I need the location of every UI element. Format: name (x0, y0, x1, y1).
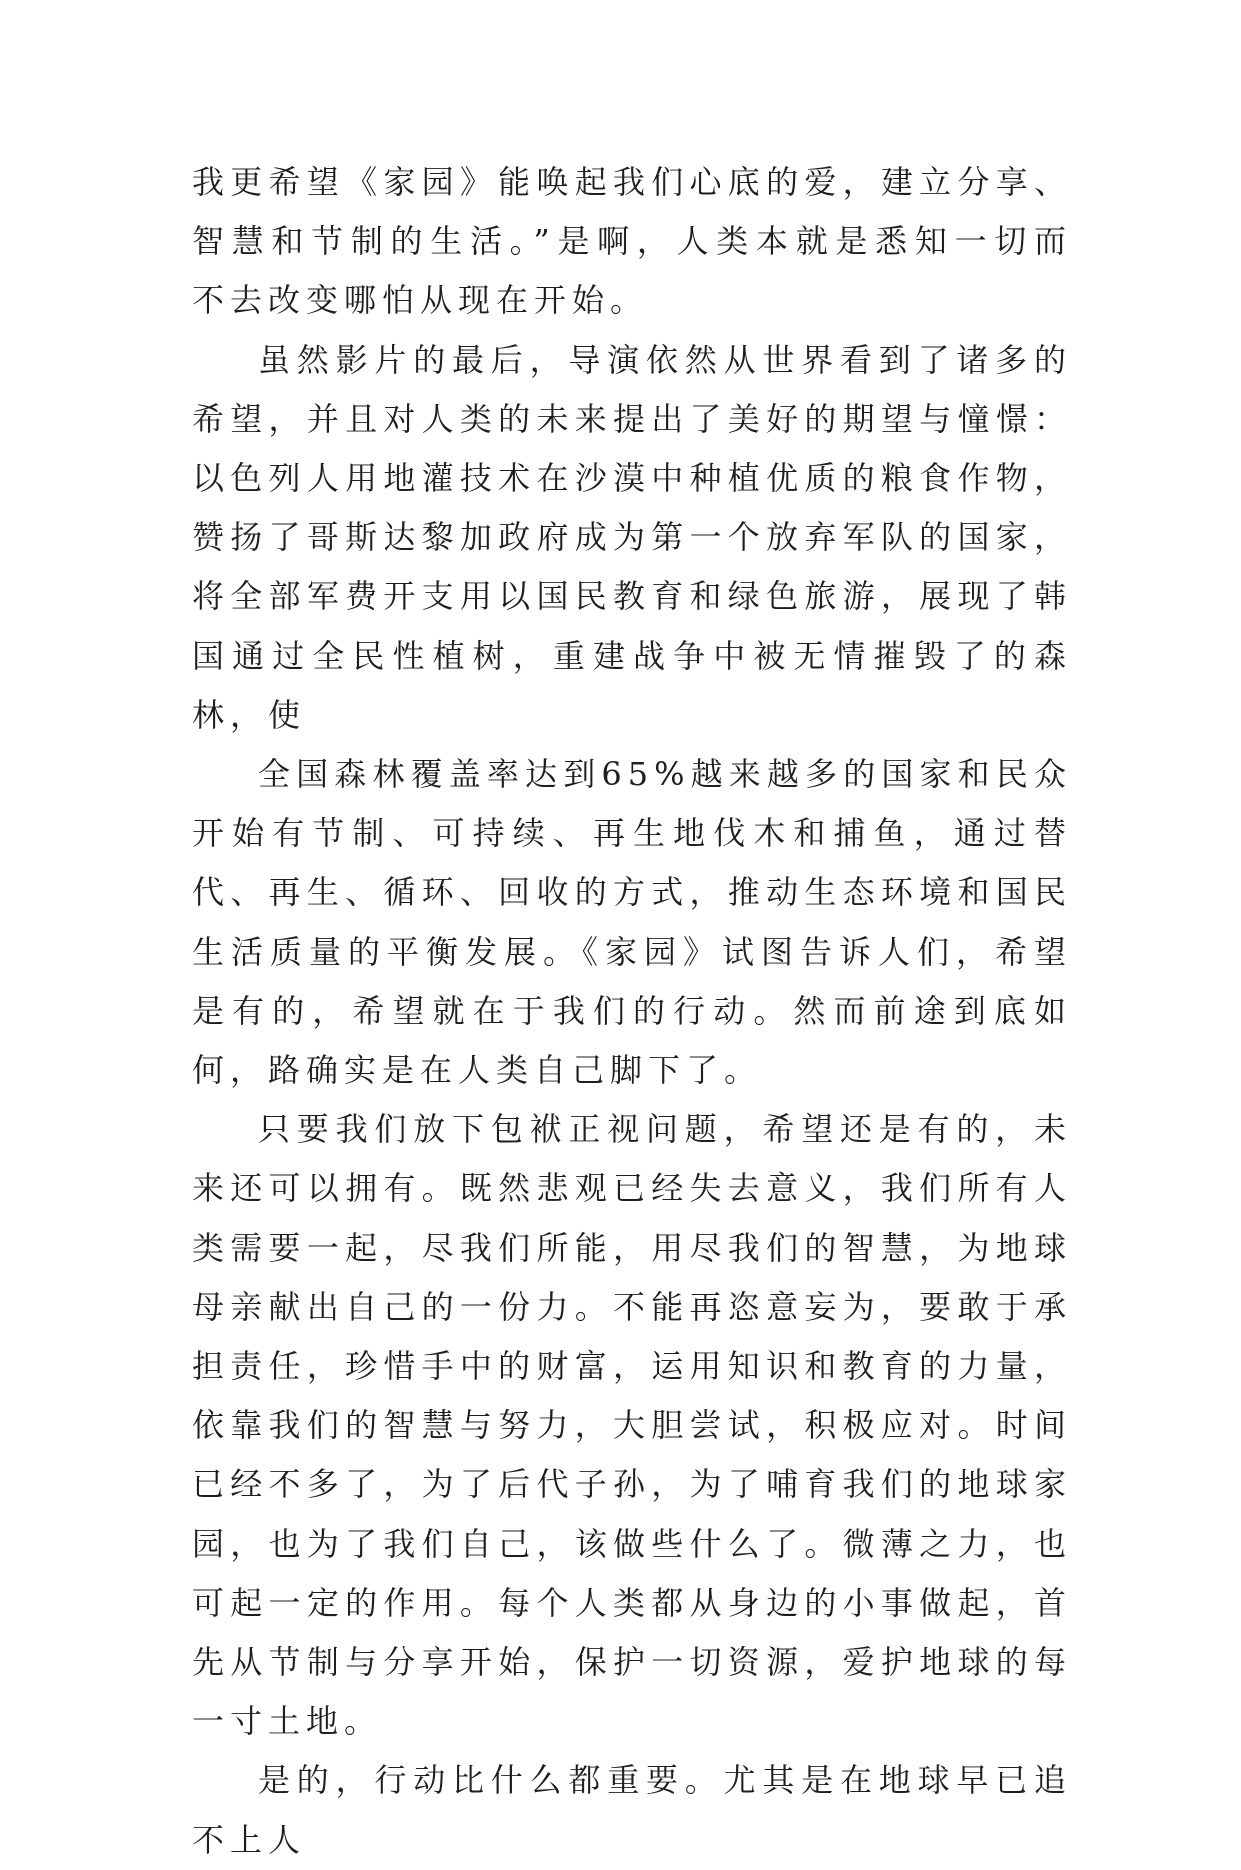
paragraph-5: 是的，行动比什么都重要。尤其是在地球早已追不上人 (192, 1761, 1072, 1859)
paragraph-2: 虽然影片的最后，导演依然从世界看到了诸多的希望，并且对人类的未来提出了美好的期望与憧憬：以色列人用地灌技术在沙漠中种植优质的粮食作物，赞扬了哥斯达黎加政府成为第一个放弃军队的国家，将全部军费开支用以国民教育和绿色旅游，展现了韩国通过全民性植树，重建战争中被无情摧毁了的森林，使 (192, 340, 1072, 734)
paragraph-4: 只要我们放下包袱正视问题，希望还是有的，未来还可以拥有。既然悲观已经失去意义，我们所有人类需要一起，尽我们所能，用尽我们的智慧，为地球母亲献出自己的一份力。不能再恣意妄为，要敢于承担责任，珍惜手中的财富，运用知识和教育的力量，依靠我们的智慧与努力，大胆尝试，积极应对。时间已经不多了，为了后代子孙，为了哺育我们的地球家园，也为了我们自己，该做些什么了。微薄之力，也可起一定的作用。每个人类都从身边的小事做起，首先从节制与分享开始，保护一切资源，爱护地球的每一寸土地。 (192, 1110, 1072, 1741)
body-text (192, 153, 1072, 1870)
paragraph-3: 全国森林覆盖率达到65%越来越多的国家和民众开始有节制、可持续、再生地伐木和捕鱼，通过替代、再生、循环、回收的方式，推动生态环境和国民生活质量的平衡发展。《家园》试图告诉人们，希望是有的，希望就在于我们的行动。然而前途到底如何，路确实是在人类自己脚下了。 (192, 755, 1072, 1090)
paragraph-1: 我更希望《家园》能唤起我们心底的爱，建立分享、智慧和节制的生活。”是啊，人类本就是悉知一切而不去改变哪怕从现在开始。 (192, 163, 1072, 320)
